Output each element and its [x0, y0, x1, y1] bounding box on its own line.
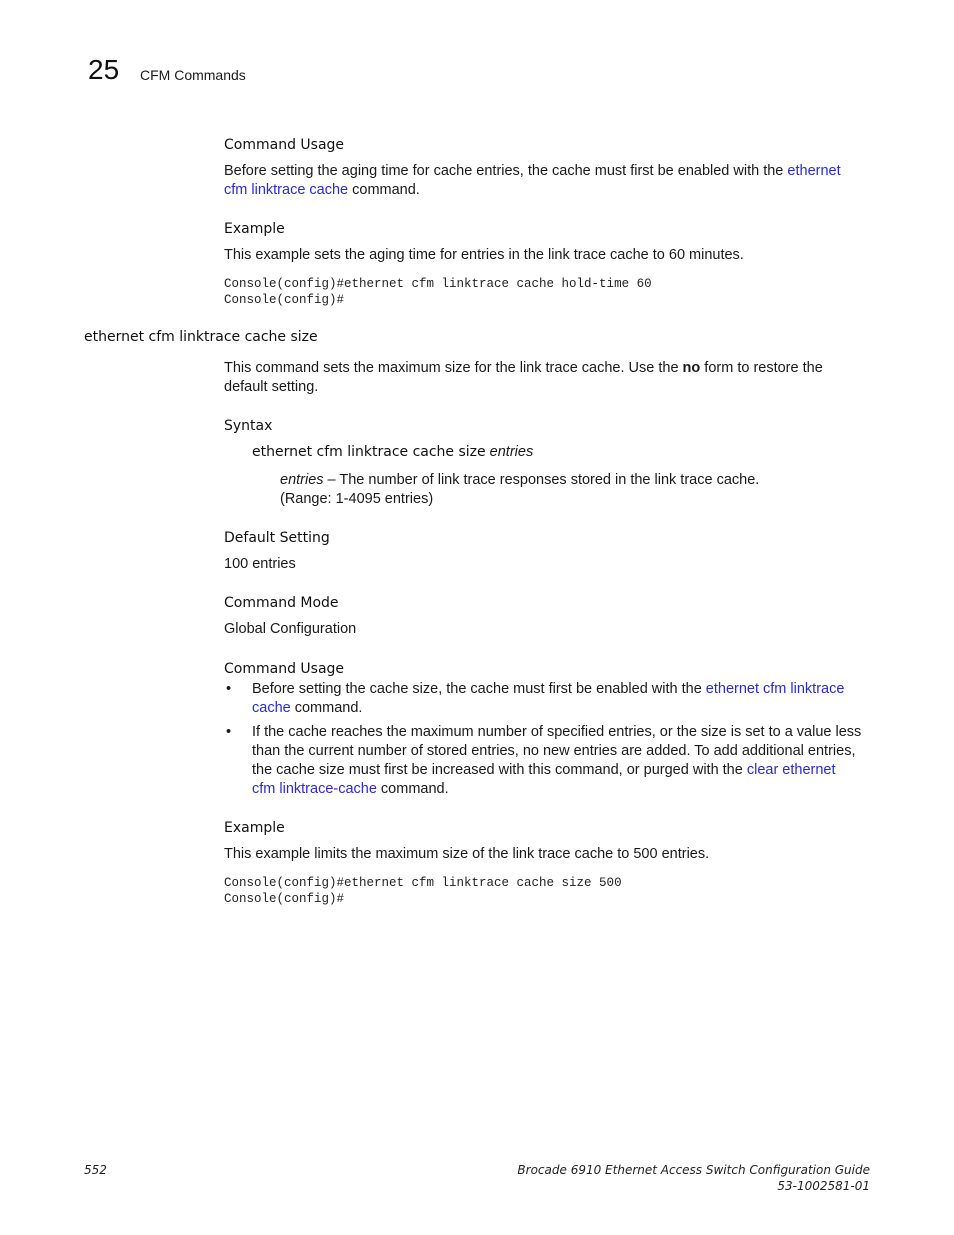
doc-number: 53-1002581-01 [777, 1179, 870, 1193]
syntax-param: entries [489, 444, 534, 460]
syntax-command: ethernet cfm linktrace cache size [252, 444, 486, 460]
bullet-2-line1: If the cache reaches the maximum number of specified entries, or the size is set to a value less [252, 724, 862, 740]
bullet-1-text: Before setting the cache size, the cache must first be enabled with the [252, 681, 706, 697]
link-ethernet-cfm-linktrace-cache[interactable]: ethernet [787, 163, 841, 179]
example-heading: Example [224, 820, 285, 836]
chapter-number: 25 [88, 54, 120, 85]
default-value: 100 entries [224, 556, 296, 572]
default-heading: Default Setting [224, 530, 330, 546]
example-text: This example limits the maximum size of the link trace cache to 500 entries. [224, 846, 710, 862]
usage-paragraph-prev [224, 162, 869, 200]
guide-title: Brocade 6910 Ethernet Access Switch Configuration Guide [517, 1163, 870, 1177]
link-cfm-linktrace-cache-clear[interactable]: cfm linktrace-cache [252, 781, 377, 797]
bullet-marker: • [226, 724, 232, 740]
desc-no-keyword: no [682, 360, 701, 376]
param-desc: – The number of link trace responses stored in the link trace cache. [323, 472, 760, 488]
usage-text-end-prev: command. [348, 182, 420, 198]
mode-heading: Command Mode [224, 595, 339, 611]
bullet-2-line3: the cache size must first be increased with this command, or purged with the [252, 762, 747, 778]
desc-text-2: form to restore the [700, 360, 823, 376]
mode-value: Global Configuration [224, 621, 357, 637]
command-description [224, 359, 869, 397]
usage-heading-prev: Command Usage [224, 137, 345, 153]
desc-text: This command sets the maximum size for the link trace cache. Use the [224, 360, 683, 376]
page-number: 552 [84, 1163, 107, 1177]
usage-bullet-1 [226, 680, 872, 718]
code-line-1-prev: Console(config)#ethernet cfm linktrace cache hold-time 60 [224, 277, 652, 291]
link-cfm-linktrace-cache[interactable]: cfm linktrace cache [224, 182, 349, 198]
usage-text-prev: Before setting the aging time for cache entries, the cache must first be enabled with the [224, 163, 788, 179]
param-name: entries [280, 472, 324, 488]
syntax-heading: Syntax [224, 418, 273, 434]
bullet-marker: • [226, 681, 232, 697]
bullet-2-end: command. [376, 781, 449, 797]
chapter-title: CFM Commands [140, 67, 246, 83]
link-clear-ethernet[interactable]: clear ethernet [746, 762, 836, 778]
example-text-prev: This example sets the aging time for entries in the link trace cache to 60 minutes. [224, 247, 744, 263]
param-range: (Range: 1-4095 entries) [280, 491, 434, 507]
code-line-2-prev: Console(config)# [224, 293, 345, 307]
example-heading-prev: Example [224, 221, 285, 237]
syntax-line [252, 443, 897, 462]
bullet-1-end: command. [290, 700, 363, 716]
bullet-2-line2: than the current number of stored entries, no new entries are added. To add additional entries, [252, 743, 856, 759]
link-cache[interactable]: cache [252, 700, 291, 716]
desc-text-3: default setting. [224, 379, 319, 395]
link-ethernet-cfm-linktrace[interactable]: ethernet cfm linktrace [705, 681, 845, 697]
code-line-1: Console(config)#ethernet cfm linktrace cache size 500 [224, 876, 622, 890]
usage-heading: Command Usage [224, 661, 345, 677]
param-description [280, 471, 880, 509]
usage-bullet-2 [226, 723, 872, 799]
command-title: ethernet cfm linktrace cache size [84, 329, 318, 345]
code-line-2: Console(config)# [224, 892, 345, 906]
